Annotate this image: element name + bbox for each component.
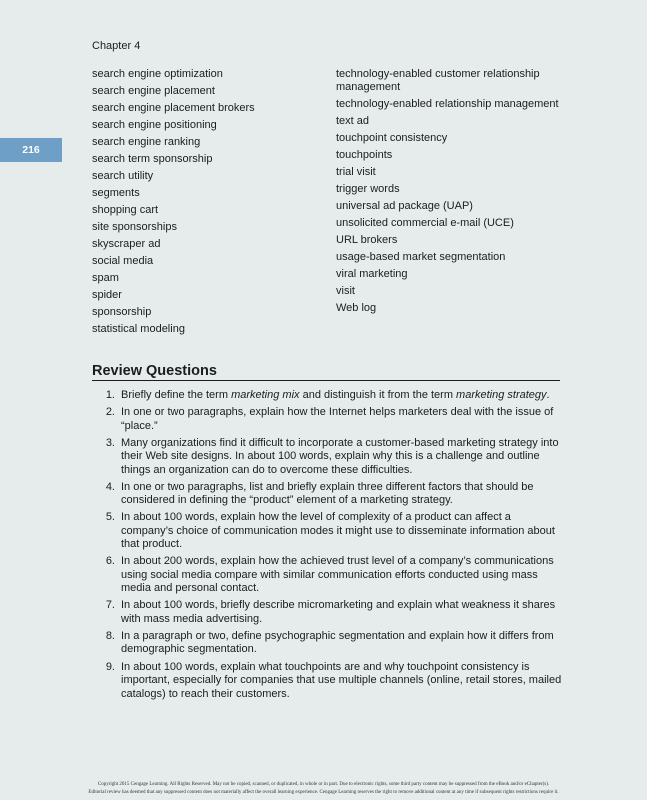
- key-term: search engine placement brokers: [92, 102, 255, 114]
- review-question: [92, 630, 562, 657]
- heading-rule: [92, 380, 560, 381]
- key-term: search utility: [92, 170, 154, 182]
- question-text: Briefly define the term marketing mix and distinguish it from the term marketing strategy.: [121, 389, 550, 401]
- key-term: search engine positioning: [92, 119, 217, 131]
- review-question: [92, 599, 562, 626]
- page-number: 216: [22, 144, 40, 156]
- question-number: 3.: [105, 436, 115, 449]
- key-term: trigger words: [336, 183, 400, 195]
- key-term: statistical modeling: [92, 323, 185, 335]
- key-term: skyscraper ad: [92, 238, 161, 250]
- key-term: social media: [92, 255, 154, 267]
- review-question: [92, 437, 562, 477]
- key-term: trial visit: [336, 166, 376, 178]
- key-term: technology-enabled customer relationship management: [336, 68, 540, 93]
- question-text: In about 100 words, explain how the level of complexity of a product can affect a company’s choice of communication modes it might use to disseminate information about that product.: [121, 511, 555, 551]
- question-text: In about 200 words, explain how the achieved trust level of a company’s communications using social media compare with similar communication efforts conducted using mass media and personal contact.: [121, 555, 554, 595]
- key-term: universal ad package (UAP): [336, 200, 473, 212]
- key-term: search engine optimization: [92, 68, 223, 80]
- key-term: text ad: [336, 115, 370, 127]
- key-term: Web log: [336, 302, 377, 314]
- question-text: In one or two paragraphs, list and briefly explain three different factors that should be considered in defining the “product” element of a marketing strategy.: [121, 480, 534, 507]
- copyright-line: Copyright 2015 Cengage Learning. All Rights Reserved. May not be copied, scanned, or duplicated, in whole or in part. Due to electronic rights, some third party content may be suppressed from the eBook and/or eChapter(s).: [97, 782, 550, 787]
- key-term: viral marketing: [336, 268, 408, 280]
- key-term: segments: [92, 187, 140, 199]
- key-term: URL brokers: [336, 234, 398, 246]
- copyright-line: Editorial review has deemed that any suppressed content does not materially affect the overall learning experience. Cengage Learning reserves the right to remove additional content at any time if subsequent rights restrictions require it.: [88, 790, 559, 795]
- page-number-tab: [0, 138, 62, 162]
- question-number: 8.: [105, 630, 115, 643]
- review-question: [92, 661, 562, 701]
- question-number: 5.: [105, 511, 115, 524]
- key-term: usage-based market segmentation: [336, 251, 506, 263]
- chapter-heading: Chapter 4: [92, 40, 141, 52]
- key-term: spider: [92, 289, 122, 301]
- key-term: touchpoint consistency: [336, 132, 448, 144]
- review-questions-list: [92, 389, 562, 705]
- review-question: [92, 511, 562, 551]
- key-term: technology-enabled relationship management: [336, 98, 559, 110]
- question-number: 4.: [105, 480, 115, 493]
- question-text: In about 100 words, briefly describe micromarketing and explain what weakness it shares with mass media advertising.: [121, 599, 556, 625]
- key-terms-left-column: [92, 68, 322, 340]
- question-text: Many organizations find it difficult to incorporate a customer-based marketing strategy into their Web site designs. In about 100 words, explain why this is a challenge and outline things an organization can do to overcome these difficulties.: [121, 436, 559, 476]
- key-term: spam: [92, 272, 119, 284]
- question-text: In about 100 words, explain what touchpoints are and why touchpoint consistency is important, especially for companies that use multiple channels (online, retail stores, mailed catalogs) to reach their customers.: [121, 660, 562, 700]
- key-term: visit: [336, 285, 355, 297]
- question-number: 2.: [105, 406, 115, 419]
- review-question: [92, 481, 562, 508]
- key-term: unsolicited commercial e-mail (UCE): [336, 217, 514, 229]
- review-questions-heading: Review Questions: [92, 363, 217, 379]
- question-number: 9.: [105, 660, 115, 673]
- key-term: search engine ranking: [92, 136, 201, 148]
- question-text: In a paragraph or two, define psychographic segmentation and explain how it differs from demographic segmentation.: [121, 630, 554, 656]
- copyright-footer: [20, 781, 627, 797]
- review-question: [92, 389, 562, 402]
- key-term: sponsorship: [92, 306, 152, 318]
- review-question: [92, 555, 562, 595]
- question-number: 1.: [105, 389, 115, 401]
- key-term: touchpoints: [336, 149, 393, 161]
- key-terms-right-column: [336, 68, 576, 319]
- question-number: 7.: [105, 599, 115, 612]
- key-term: shopping cart: [92, 204, 159, 216]
- key-term: site sponsorships: [92, 221, 177, 233]
- question-number: 6.: [105, 555, 115, 568]
- question-text: In one or two paragraphs, explain how the Internet helps marketers deal with the issue of “place.”: [121, 406, 554, 432]
- key-term: search engine placement: [92, 85, 215, 97]
- key-term: search term sponsorship: [92, 153, 213, 165]
- review-question: [92, 406, 562, 433]
